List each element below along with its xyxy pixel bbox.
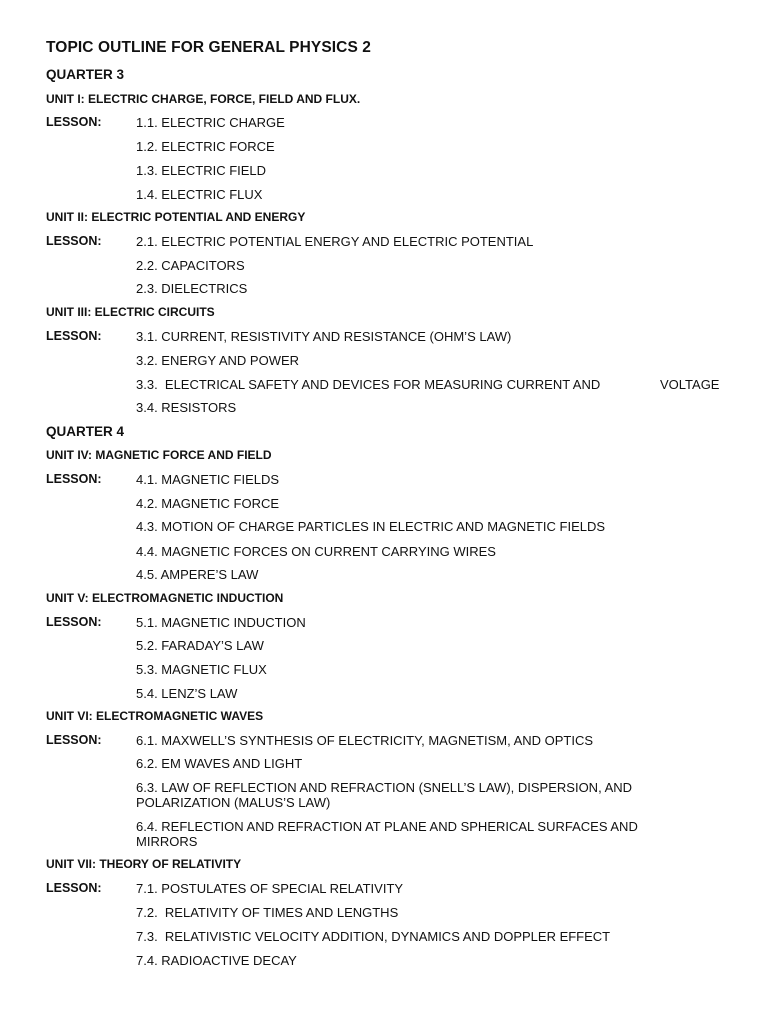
lesson-4-3: 4.3. MOTION OF CHARGE PARTICLES IN ELECTRIC AND MAGNETIC FIELDS	[136, 519, 606, 534]
lesson-5-1: 5.1. MAGNETIC INDUCTION	[136, 615, 306, 630]
lesson-4-2: 4.2. MAGNETIC FORCE	[136, 496, 280, 511]
lesson-6-4: 6.4. REFLECTION AND REFRACTION AT PLANE AND SPHERICAL SURFACES AND MIRRORS	[136, 819, 638, 849]
unit-6-lesson-label: LESSON:	[46, 733, 102, 747]
unit-1-heading: UNIT I: ELECTRIC CHARGE, FORCE, FIELD AND FLUX.	[46, 92, 361, 106]
lesson-6-1: 6.1. MAXWELL’S SYNTHESIS OF ELECTRICITY, MAGNETISM, AND OPTICS	[136, 733, 594, 748]
lesson-3-3-tail: VOLTAGE	[660, 377, 720, 392]
lesson-4-5: 4.5. AMPERE’S LAW	[136, 567, 259, 582]
unit-2-lesson-label: LESSON:	[46, 234, 102, 248]
lesson-4-4: 4.4. MAGNETIC FORCES ON CURRENT CARRYING WIRES	[136, 544, 496, 559]
unit-5-lesson-label: LESSON:	[46, 615, 102, 629]
quarter-3-heading: QUARTER 3	[46, 67, 125, 82]
unit-4-heading: UNIT IV: MAGNETIC FORCE AND FIELD	[46, 448, 272, 462]
lesson-1-3: 1.3. ELECTRIC FIELD	[136, 163, 267, 178]
lesson-5-2: 5.2. FARADAY’S LAW	[136, 638, 264, 653]
unit-1-lesson-label: LESSON:	[46, 115, 102, 129]
lesson-7-1: 7.1. POSTULATES OF SPECIAL RELATIVITY	[136, 881, 404, 896]
unit-3-heading: UNIT III: ELECTRIC CIRCUITS	[46, 305, 215, 319]
lesson-1-1: 1.1. ELECTRIC CHARGE	[136, 115, 285, 130]
unit-4-lesson-label: LESSON:	[46, 472, 102, 486]
lesson-2-2: 2.2. CAPACITORS	[136, 258, 245, 273]
lesson-3-3: 3.3. ELECTRICAL SAFETY AND DEVICES FOR MEASURING CURRENT AND	[136, 377, 601, 392]
lesson-1-2: 1.2. ELECTRIC FORCE	[136, 139, 275, 154]
lesson-6-2: 6.2. EM WAVES AND LIGHT	[136, 756, 303, 771]
lesson-2-3: 2.3. DIELECTRICS	[136, 281, 248, 296]
unit-5-heading: UNIT V: ELECTROMAGNETIC INDUCTION	[46, 591, 284, 605]
lesson-1-4: 1.4. ELECTRIC FLUX	[136, 187, 263, 202]
lesson-5-4: 5.4. LENZ’S LAW	[136, 686, 238, 701]
document-title: TOPIC OUTLINE FOR GENERAL PHYSICS 2	[46, 39, 372, 56]
unit-7-heading: UNIT VII: THEORY OF RELATIVITY	[46, 857, 242, 871]
lesson-3-2: 3.2. ENERGY AND POWER	[136, 353, 300, 368]
lesson-7-2: 7.2. RELATIVITY OF TIMES AND LENGTHS	[136, 905, 399, 920]
lesson-7-3: 7.3. RELATIVISTIC VELOCITY ADDITION, DYNAMICS AND DOPPLER EFFECT	[136, 929, 611, 944]
unit-2-heading: UNIT II: ELECTRIC POTENTIAL AND ENERGY	[46, 210, 306, 224]
lesson-3-4: 3.4. RESISTORS	[136, 400, 237, 415]
lesson-3-1: 3.1. CURRENT, RESISTIVITY AND RESISTANCE (OHM’S LAW)	[136, 329, 512, 344]
lesson-4-1: 4.1. MAGNETIC FIELDS	[136, 472, 280, 487]
lesson-2-1: 2.1. ELECTRIC POTENTIAL ENERGY AND ELECTRIC POTENTIAL	[136, 234, 534, 249]
lesson-5-3: 5.3. MAGNETIC FLUX	[136, 662, 267, 677]
lesson-7-4: 7.4. RADIOACTIVE DECAY	[136, 953, 297, 968]
unit-7-lesson-label: LESSON:	[46, 881, 102, 895]
lesson-6-3: 6.3. LAW OF REFLECTION AND REFRACTION (SNELL’S LAW), DISPERSION, AND POLARIZATION (MALUS’S LAW)	[136, 780, 633, 810]
unit-6-heading: UNIT VI: ELECTROMAGNETIC WAVES	[46, 709, 264, 723]
unit-3-lesson-label: LESSON:	[46, 329, 102, 343]
quarter-4-heading: QUARTER 4	[46, 424, 125, 439]
